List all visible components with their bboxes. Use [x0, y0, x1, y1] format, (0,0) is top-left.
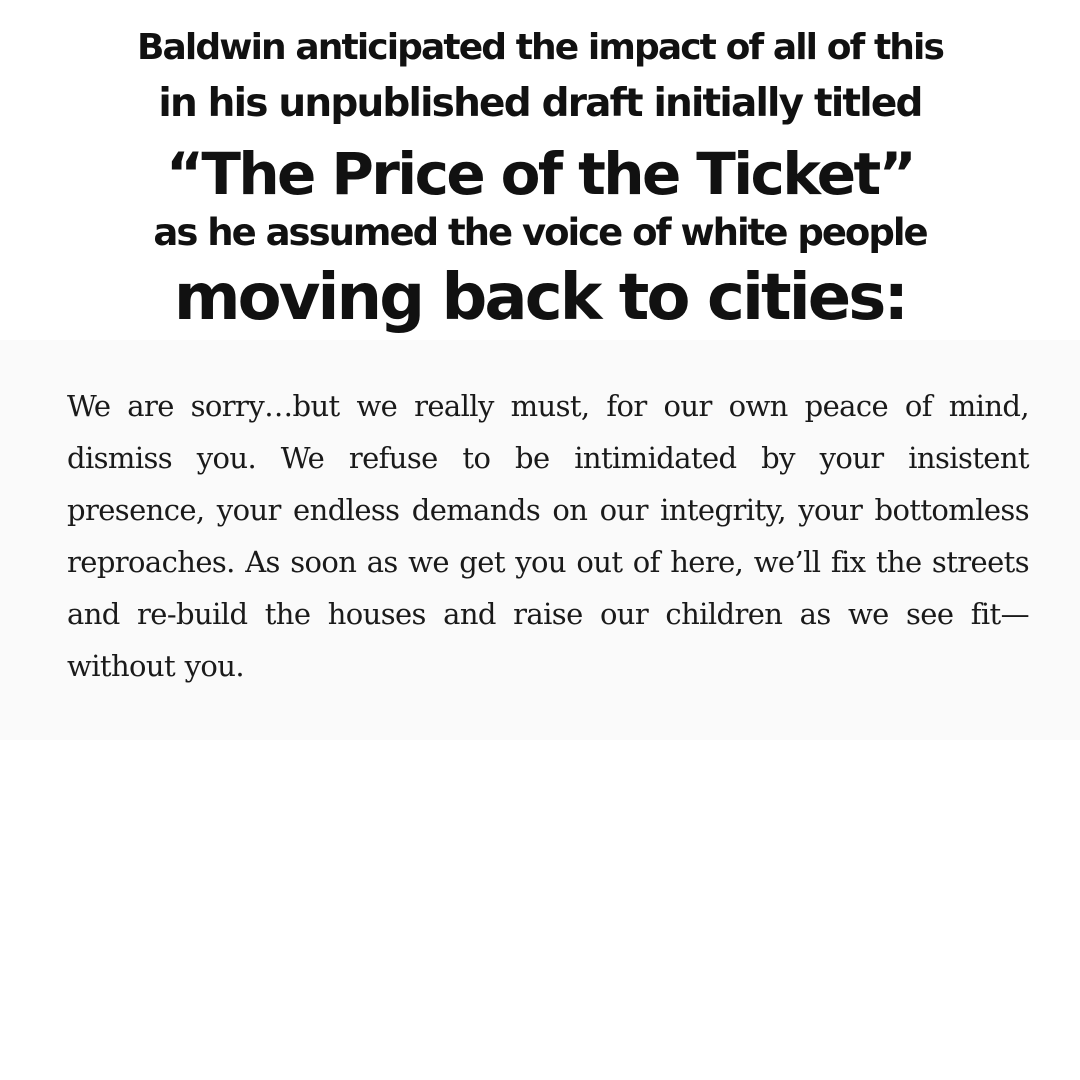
headline-title-line: “The Price of the Ticket” — [165, 140, 915, 208]
headline-line-1: Baldwin anticipated the impact of all of this — [137, 27, 943, 68]
quote-text: We are sorry…but we really must, for our own peace of mind, dismiss you. We refuse to be intimidated by your insistent presence, your endless demands on our integrity, your bottomless reproaches. As soon as we get you out of here, we’ll fix the streets and re-build the houses and raise our children as we see fit—without you. — [67, 389, 1029, 683]
headline-line-2: in his unpublished draft initially titled — [158, 81, 922, 126]
quote-panel — [0, 340, 1080, 740]
headline-line-5: moving back to cities: — [173, 261, 907, 335]
headline-line-4: as he assumed the voice of white people — [153, 211, 927, 254]
headline-block — [0, 0, 1080, 340]
